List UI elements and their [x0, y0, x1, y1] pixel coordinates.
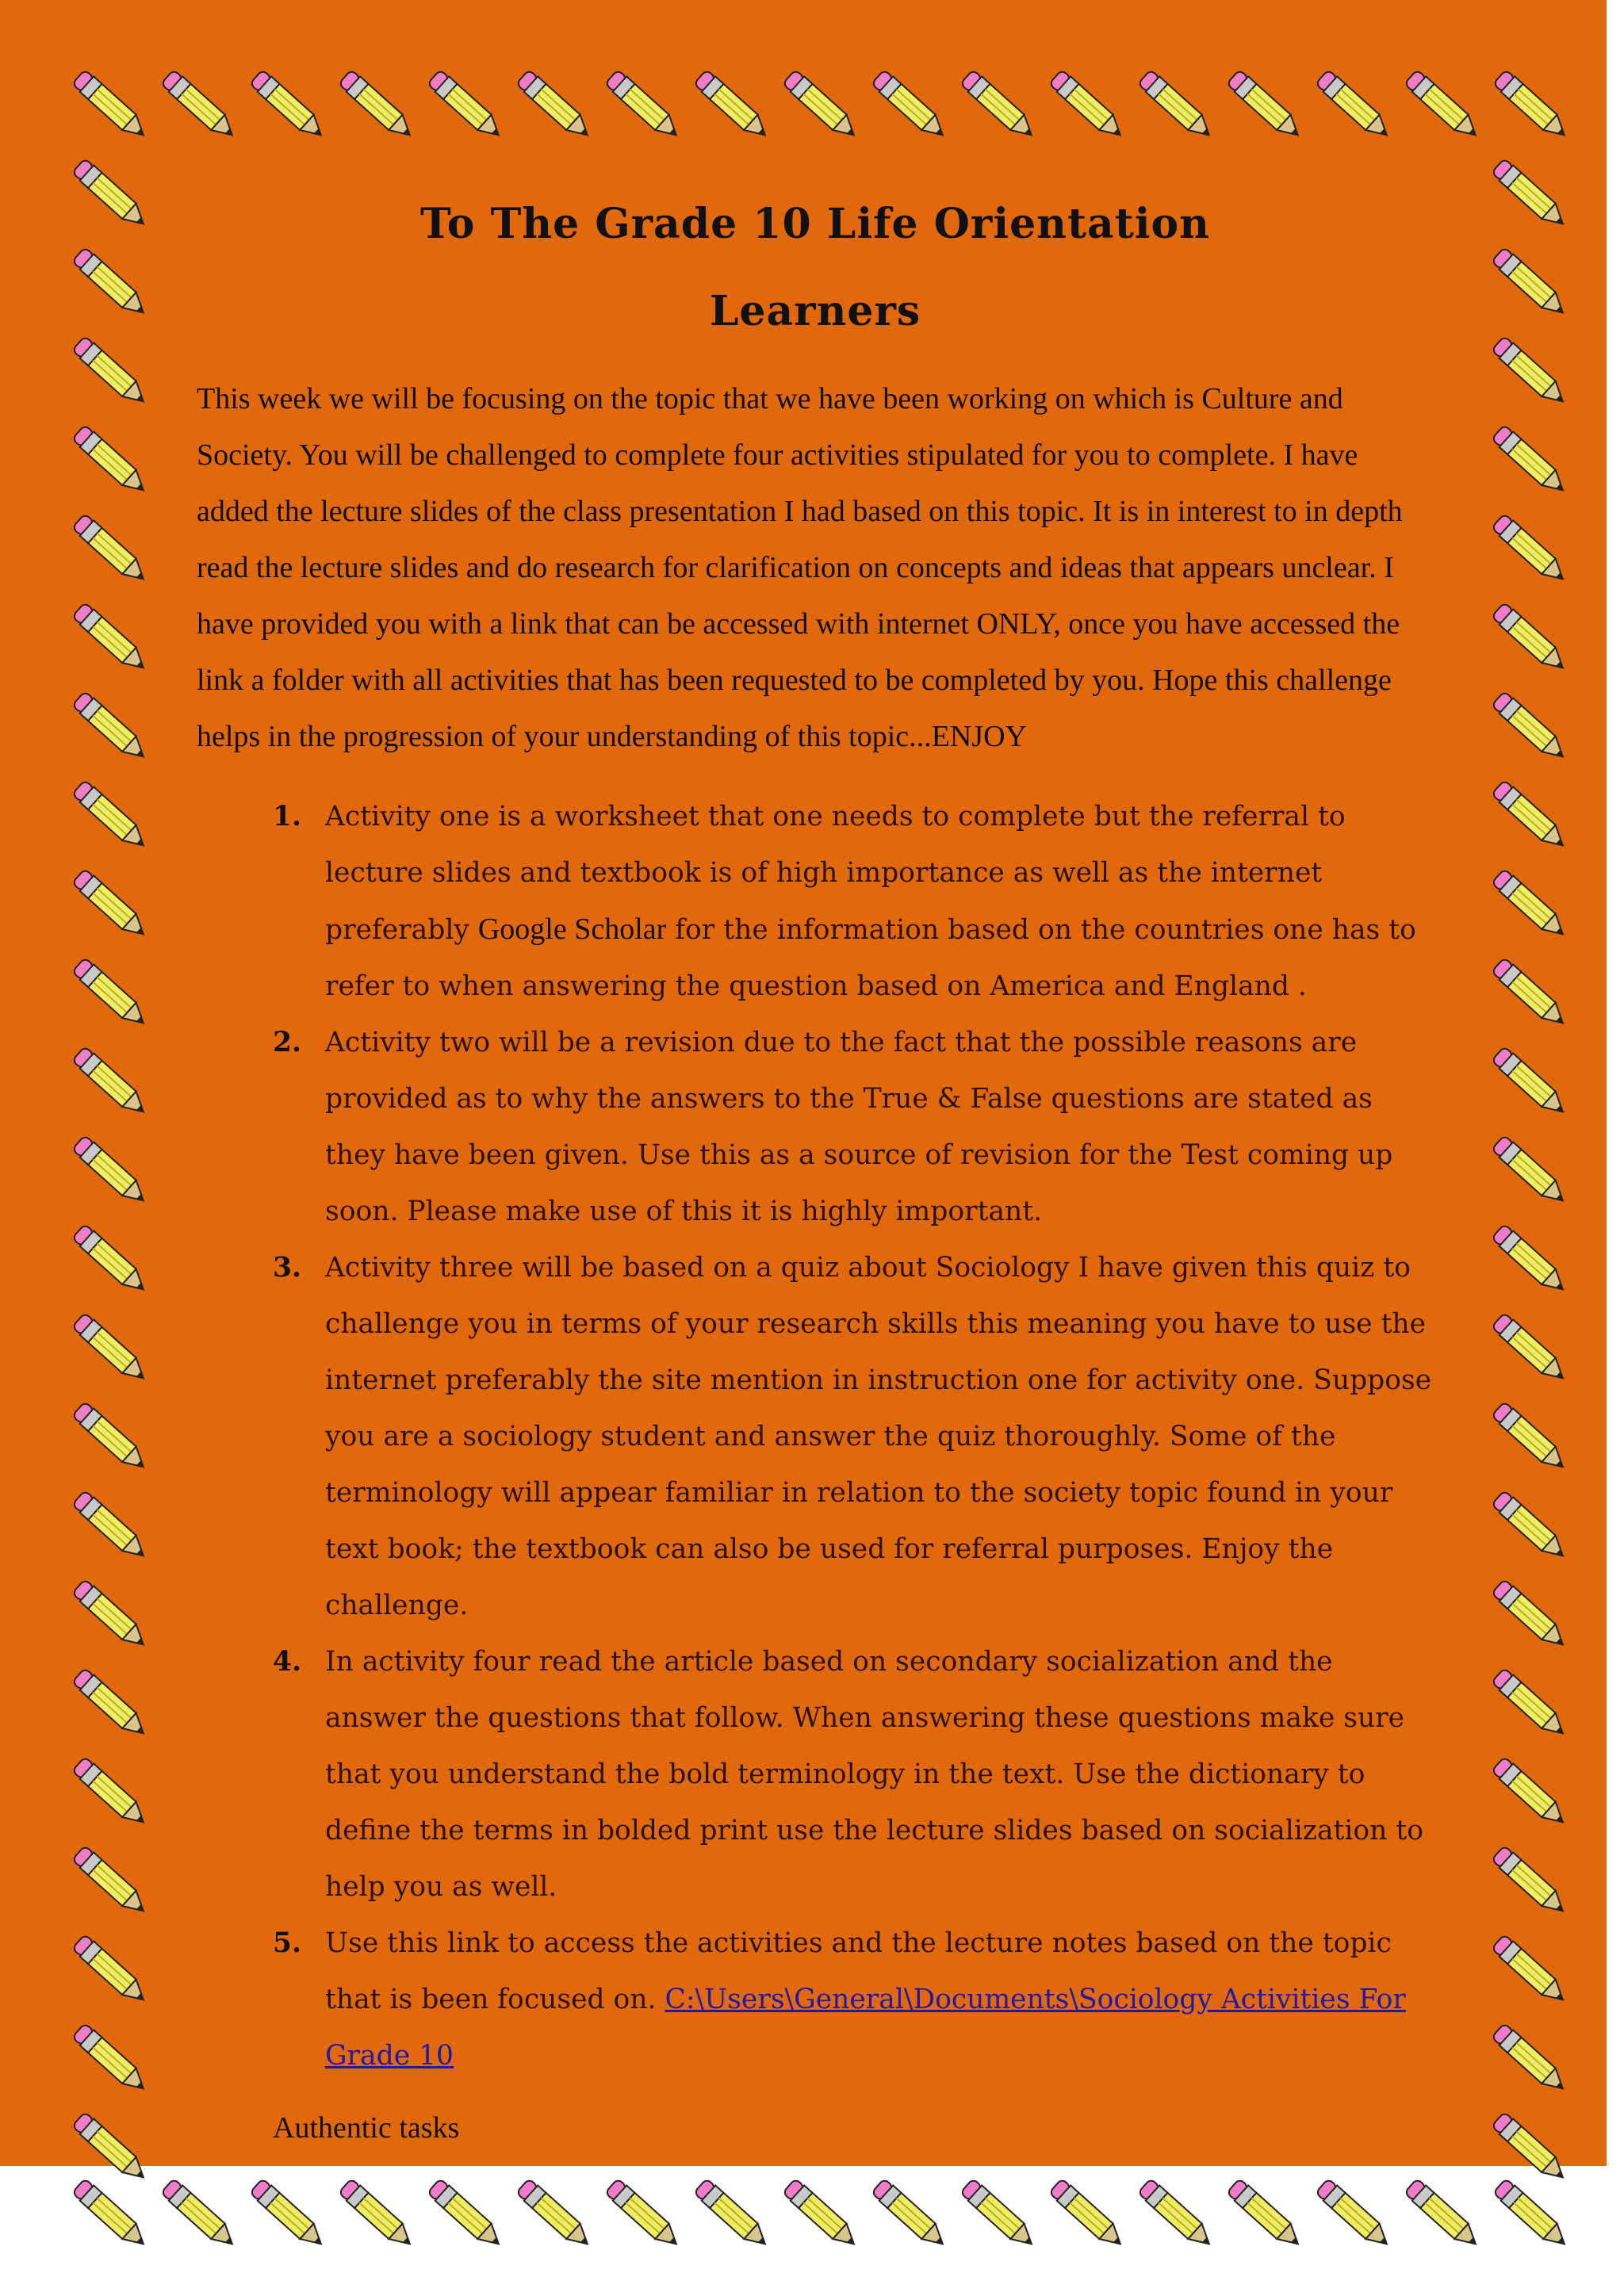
- pencil-icon: [65, 1040, 157, 1127]
- activities-folder-link[interactable]: C:\Users\General\Documents\Sociology Activities For Grade 10: [325, 1984, 1406, 2072]
- pencil-icon: [65, 507, 157, 595]
- pencil-icon: [65, 863, 157, 950]
- pencil-icon: [687, 63, 779, 151]
- pencil-icon: [1484, 1307, 1576, 1394]
- pencil-icon: [1484, 241, 1576, 328]
- pencil-icon: [154, 2172, 246, 2260]
- pencil-icon: [65, 1662, 157, 1749]
- pencil-icon: [65, 596, 157, 683]
- pencil-icon: [1484, 152, 1576, 239]
- document-content: [197, 181, 1434, 2156]
- pencil-icon: [1484, 2017, 1576, 2104]
- pencil-icon: [1484, 1218, 1576, 1305]
- pencil-icon: [65, 1218, 157, 1305]
- activity-text: Activity one is a worksheet that one needs to complete but the referral to lecture slides and textbook is of high importance as well as the internet preferably: [325, 801, 1346, 946]
- pencil-icon: [864, 63, 956, 151]
- pencil-icon: [65, 1129, 157, 1216]
- pencil-icon: [687, 2172, 779, 2260]
- pencil-icon: [776, 2172, 868, 2260]
- pencil-icon: [953, 2172, 1045, 2260]
- pencil-icon: [1397, 63, 1489, 151]
- list-item-activity-4: [197, 1634, 1434, 1915]
- list-item-activity-1: [197, 789, 1434, 1015]
- pencil-icon: [1484, 330, 1576, 417]
- list-item-activity-5: [197, 1915, 1434, 2084]
- pencil-icon: [65, 1395, 157, 1483]
- list-number: 5.: [273, 1927, 302, 1959]
- pencil-icon: [1131, 2172, 1223, 2260]
- pencil-icon: [243, 63, 335, 151]
- pencil-icon: [1484, 1928, 1576, 2015]
- pencil-icon: [65, 419, 157, 506]
- title-line-2: Learners: [709, 287, 921, 335]
- pencil-icon: [154, 63, 246, 151]
- pencil-icon: [243, 2172, 335, 2260]
- page-title: [197, 181, 1434, 355]
- pencil-icon: [1484, 1573, 1576, 1660]
- pencil-icon: [776, 63, 868, 151]
- pencil-icon: [65, 2017, 157, 2104]
- pencil-icon: [65, 152, 157, 239]
- pencil-icon: [1484, 685, 1576, 772]
- pencil-icon: [1484, 774, 1576, 861]
- pencil-icon: [1484, 951, 1576, 1039]
- pencil-icon: [331, 2172, 423, 2260]
- pencil-icon: [1484, 596, 1576, 683]
- pencil-icon: [420, 2172, 512, 2260]
- pencil-icon: [1484, 1662, 1576, 1749]
- pencil-icon: [1220, 63, 1312, 151]
- pencil-icon: [1042, 2172, 1134, 2260]
- activity-text: Activity three will be based on a quiz about Sociology I have given this quiz to challenge you in terms of your research skills this meaning you have to use the internet preferably the site mention in instruction one for activity one. Suppose you are a sociology student and answer the quiz thoroughly. Some of the terminology will appear familiar in relation to the society topic found in your text book; the textbook can also be used for referral purposes. Enjoy the challenge.: [325, 1252, 1432, 1621]
- list-number: 1.: [273, 801, 302, 832]
- pencil-icon: [65, 2106, 157, 2193]
- list-number: 4.: [273, 1646, 302, 1678]
- pencil-icon: [598, 63, 690, 151]
- pencil-icon: [1308, 2172, 1400, 2260]
- intro-paragraph: This week we will be focusing on the topic that we have been working on which is Culture and Society. You will be challenged to complete four activities stipulated for you to complete. I have added the lecture slides of the class presentation I had based on this topic. It is in interest to in depth read the lecture slides and do research for clarification on concepts and ideas that appears unclear. I have provided you with a link that can be accessed with internet ONLY, once you have accessed the link a folder with all activities that has been requested to be completed by you. Hope this challenge helps in the progression of your understanding of this topic...ENJOY: [197, 382, 1403, 753]
- pencil-icon: [420, 63, 512, 151]
- pencil-icon: [1484, 1751, 1576, 1838]
- pencil-icon: [1220, 2172, 1312, 2260]
- pencil-icon: [1484, 507, 1576, 595]
- activity-text: Use this link to access the activities and the lecture notes based on the topic that is been focused on.: [325, 1927, 1392, 2015]
- pencil-icon: [65, 1573, 157, 1660]
- pencil-icon: [65, 241, 157, 328]
- pencil-icon: [1042, 63, 1134, 151]
- pencil-icon: [1484, 1129, 1576, 1216]
- pencil-icon: [65, 1928, 157, 2015]
- pencil-icon: [1484, 1040, 1576, 1127]
- pencil-icon: [953, 63, 1045, 151]
- pencil-icon: [65, 774, 157, 861]
- pencil-icon: [65, 1839, 157, 1927]
- pencil-icon: [65, 685, 157, 772]
- pencil-icon: [65, 63, 157, 151]
- pencil-icon: [1308, 63, 1400, 151]
- activity-list: [197, 789, 1434, 2084]
- pencil-icon: [509, 63, 601, 151]
- pencil-icon: [1131, 63, 1223, 151]
- pencil-icon: [1484, 1395, 1576, 1483]
- pencil-icon: [1484, 419, 1576, 506]
- activity-text: In activity four read the article based on secondary socialization and the answer the questions that follow. When answering these questions make sure that you understand the bold terminology in the text. Use the dictionary to define the terms in bolded print use the lecture slides based on socialization to help you as well.: [325, 1646, 1424, 1903]
- list-item-activity-2: [197, 1015, 1434, 1240]
- pencil-icon: [65, 951, 157, 1039]
- pencil-icon: [1484, 1484, 1576, 1571]
- pencil-icon: [65, 1307, 157, 1394]
- pencil-icon: [1484, 863, 1576, 950]
- pencil-icon: [65, 1484, 157, 1571]
- authentic-tasks-heading: Authentic tasks: [273, 2111, 460, 2145]
- pencil-icon: [598, 2172, 690, 2260]
- list-number: 3.: [273, 1252, 302, 1284]
- pencil-icon: [864, 2172, 956, 2260]
- pencil-icon: [509, 2172, 601, 2260]
- pencil-icon: [1486, 63, 1578, 151]
- pencil-icon: [331, 63, 423, 151]
- pencil-icon: [65, 330, 157, 417]
- pencil-icon: [1397, 2172, 1489, 2260]
- title-line-1: To The Grade 10 Life Orientation: [420, 200, 1210, 248]
- pencil-icon: [1484, 2106, 1576, 2193]
- list-number: 2.: [273, 1027, 302, 1058]
- pencil-icon: [65, 1751, 157, 1838]
- google-scholar-text: Google Scholar: [477, 913, 667, 946]
- activity-text-cont: for the information based on the countries one has to refer to when answering the question based on America and England .: [325, 914, 1416, 1002]
- activity-text: Activity two will be a revision due to the fact that the possible reasons are provided as to why the answers to the True & False questions are stated as they have been given. Use this as a source of revision for the Test coming up soon. Please make use of this it is highly important.: [325, 1027, 1393, 1227]
- list-item-activity-3: [197, 1240, 1434, 1634]
- pencil-icon: [1484, 1839, 1576, 1927]
